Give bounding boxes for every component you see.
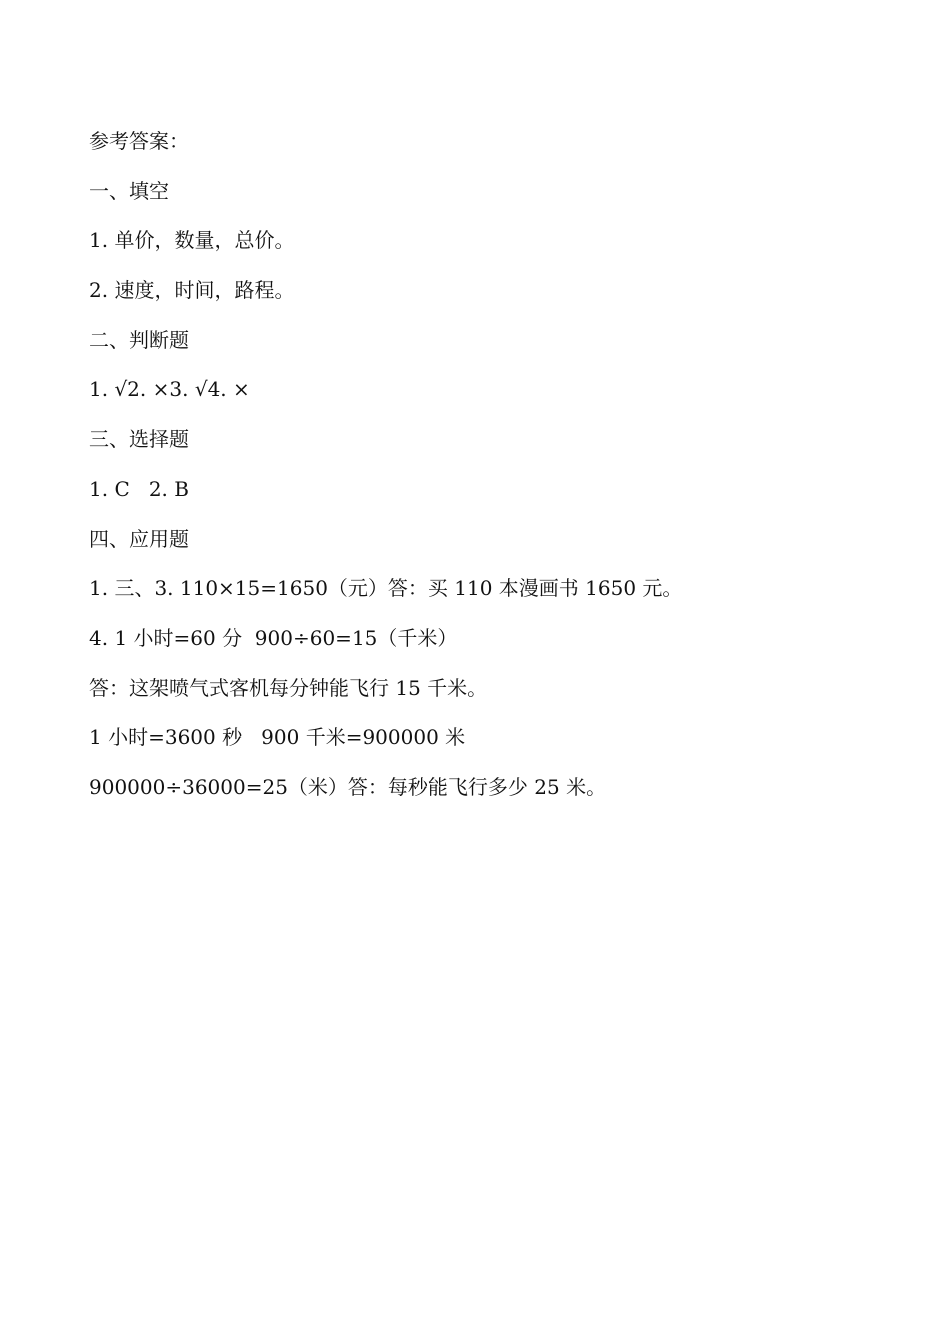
application-answer-line-1: 1. 三、3. 110×15=1650（元）答：买 110 本漫画书 1650 元。 bbox=[89, 576, 683, 601]
section-multiple-choice-heading: 三、选择题 bbox=[89, 427, 189, 452]
application-answer-line-2: 4. 1 小时=60 分 900÷60=15（千米） bbox=[89, 625, 458, 650]
section-fill-blank-heading: 一、填空 bbox=[89, 178, 169, 203]
multiple-choice-answers: 1. C 2. B bbox=[89, 476, 189, 501]
application-answer-line-4: 1 小时=3600 秒 900 千米=900000 米 bbox=[89, 725, 466, 750]
answer-heading: 参考答案： bbox=[89, 129, 189, 153]
true-false-answers: 1. √2. ×3. √4. × bbox=[89, 377, 250, 402]
application-answer-line-5: 900000÷36000=25（米）答：每秒能飞行多少 25 米。 bbox=[89, 774, 607, 799]
fill-blank-answer-1: 1. 单价，数量，总价。 bbox=[89, 228, 295, 253]
section-application-heading: 四、应用题 bbox=[89, 526, 189, 551]
application-answer-line-3: 答：这架喷气式客机每分钟能飞行 15 千米。 bbox=[89, 675, 488, 700]
section-true-false-heading: 二、判断题 bbox=[89, 327, 189, 352]
answer-key bbox=[89, 124, 869, 820]
fill-blank-answer-2: 2. 速度，时间，路程。 bbox=[89, 278, 295, 303]
